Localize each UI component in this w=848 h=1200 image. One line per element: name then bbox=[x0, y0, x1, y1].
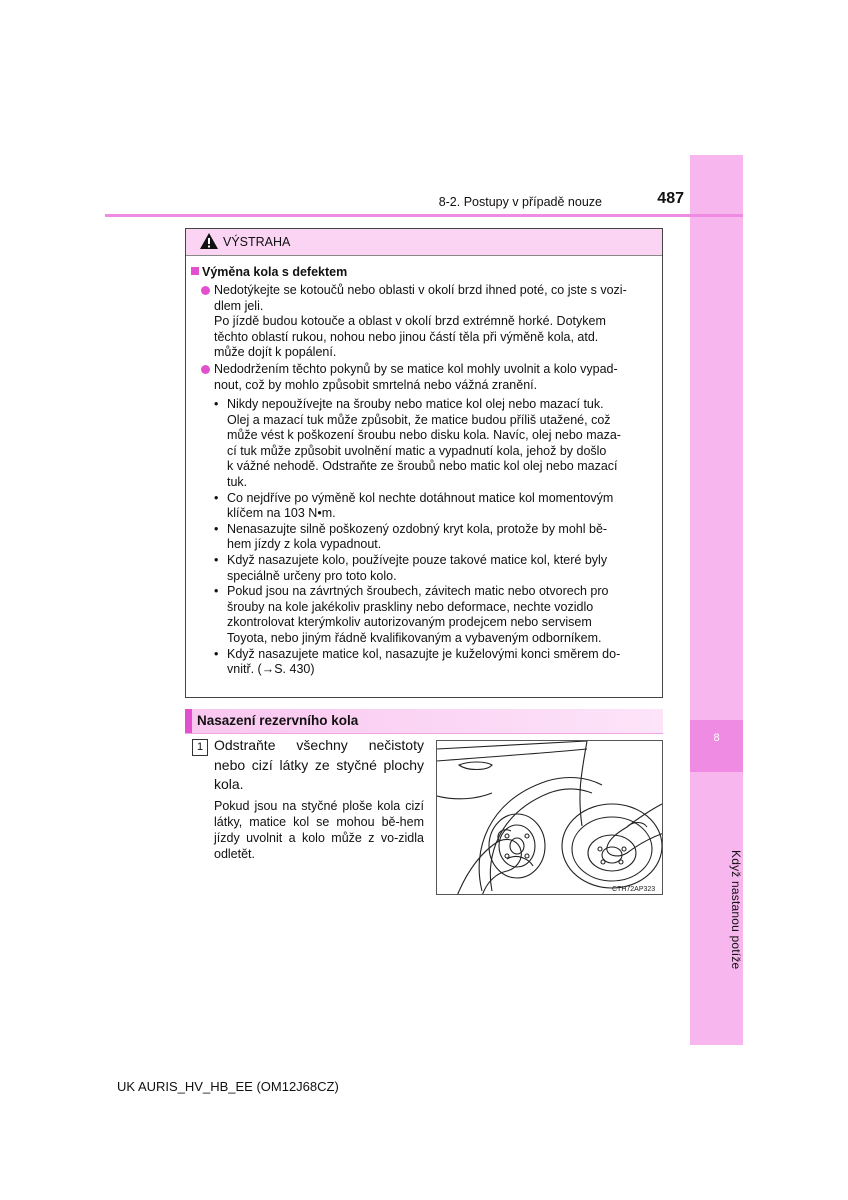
warning-triangle-icon bbox=[199, 232, 219, 250]
section-title: Nasazení rezervního kola bbox=[197, 713, 359, 728]
square-bullet-icon bbox=[191, 267, 199, 275]
warning-header bbox=[186, 229, 662, 256]
header-section-title: 8-2. Postupy v případě nouze bbox=[438, 195, 602, 209]
step-text: Odstraňte všechny nečistoty nebo cizí látky ze styčné plochy kola. bbox=[214, 737, 424, 792]
step-note: Pokud jsou na styčné ploše kola cizí látky, matice kol se mohou bě-hem jízdy uvolnit a kolo může z vo-zidla odletět. bbox=[214, 799, 424, 861]
warning-item: Nedodržením těchto pokynů by se matice kol mohly uvolnit a kolo vypad- nout, což by mohlo způsobit smrtelná nebo vážná zranění. bbox=[201, 362, 656, 393]
warning-bullet-list bbox=[213, 397, 656, 678]
warning-subheading: Výměna kola s defektem bbox=[191, 265, 347, 281]
footer-document-code: UK AURIS_HV_HB_EE (OM12J68CZ) bbox=[117, 1079, 339, 1094]
circle-bullet-icon bbox=[201, 365, 210, 374]
warning-title: VÝSTRAHA bbox=[223, 235, 291, 249]
warning-box bbox=[185, 228, 663, 698]
header-rule bbox=[105, 214, 743, 217]
list-item: • Pokud jsou na závrtných šroubech, závitech matic nebo otvorech pro šrouby na kole jakékoliv praskliny nebo deformace, nechte vozidlo zkontrolovat kterýmkoliv autorizovaným prodejcem nebo servisem Toyota, nebo jiným řádně kvalifikovaným a vybaveným odborníkem. bbox=[213, 584, 656, 646]
illustration bbox=[436, 740, 663, 895]
wheel-cleaning-illustration bbox=[437, 741, 663, 895]
list-item: • Nikdy nepoužívejte na šrouby nebo matice kol olej nebo mazací tuk. Olej a mazací tuk může způsobit, že matice budou příliš utažené, což může vést k poškození šroubu nebo disku kola. Navíc, olej nebo maza- cí tuk může způsobit uvolnění matic a vypadnutí kola, jehož by došlo k vážné nehodě. Odstraňte ze šroubů nebo matic kol olej nebo mazací tuk. bbox=[213, 397, 656, 491]
chapter-number: 8 bbox=[713, 732, 720, 744]
list-item: • Když nasazujete matice kol, nasazujte je kuželovými konci směrem do- vnitř. (→S. 430) bbox=[213, 647, 656, 678]
chapter-number-block bbox=[690, 720, 743, 772]
list-item: • Nenasazujte silně poškozený ozdobný kryt kola, protože by mohl bě- hem jízdy z kola vypadnout. bbox=[213, 522, 656, 553]
circle-bullet-icon bbox=[201, 286, 210, 295]
illustration-code: CTH72AP323 bbox=[612, 886, 656, 893]
warning-item: Nedotýkejte se kotoučů nebo oblasti v okolí brzd ihned poté, co jste s vozi- dlem jeli. Po jízdě budou kotouče a oblast v okolí brzd extrémně horké. Dotykem těchto oblastí rukou, nohou nebo jinou částí těla při výměně kola, atd. může dojít k popálení. bbox=[201, 283, 656, 361]
list-item: • Co nejdříve po výměně kol nechte dotáhnout matice kol momentovým klíčem na 103 N•m. bbox=[213, 491, 656, 522]
section-bar-accent bbox=[185, 709, 192, 733]
list-item: • Když nasazujete kolo, používejte pouze takové matice kol, které byly speciálně určeny pro toto kolo. bbox=[213, 553, 656, 584]
page-number: 487 bbox=[657, 190, 684, 207]
chapter-title: Když nastanou potíže bbox=[729, 850, 743, 970]
step-number: 1 bbox=[192, 739, 208, 756]
